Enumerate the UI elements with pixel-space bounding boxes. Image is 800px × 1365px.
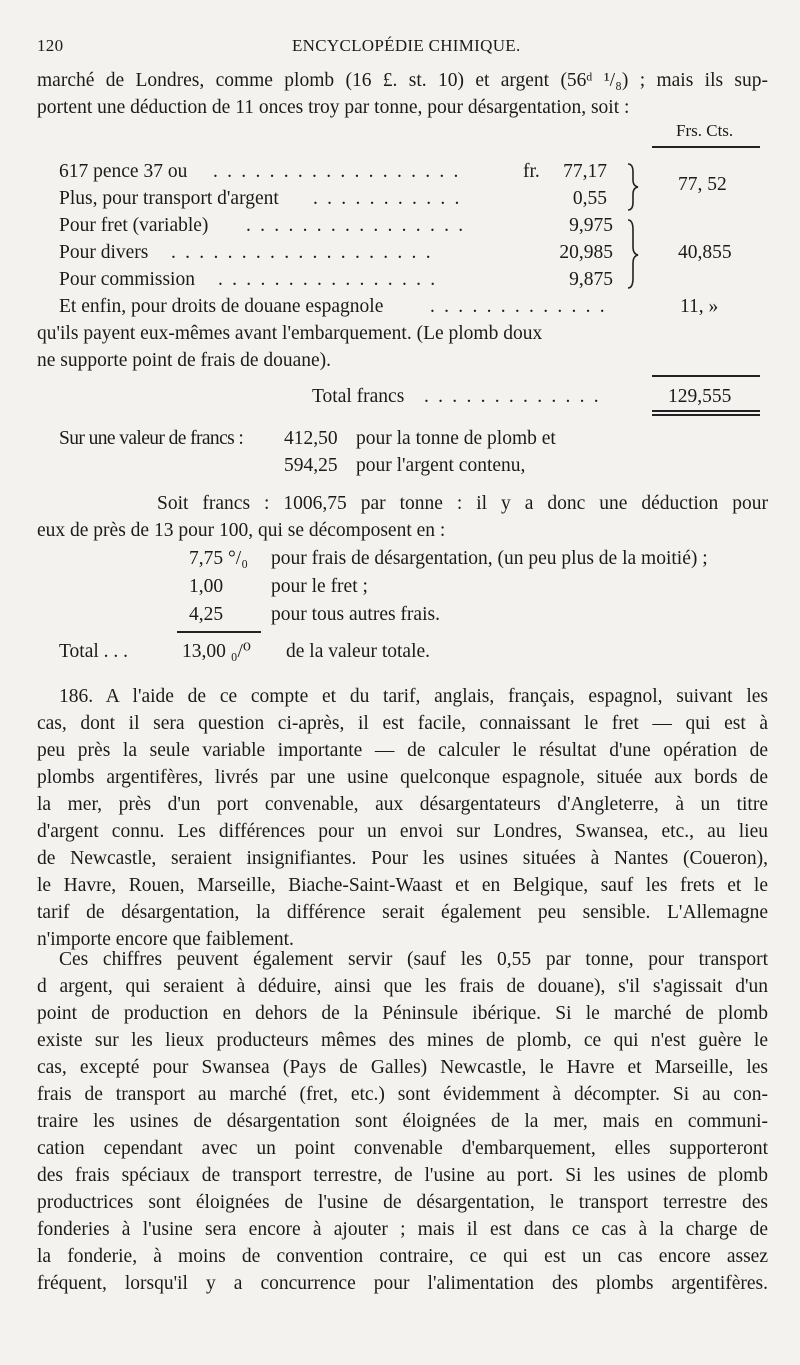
valeur-value-1: 412,50 — [284, 428, 338, 449]
customs-leader: . . . . . . . . . . . . . — [430, 296, 607, 317]
table-row-leader: . . . . . . . . . . . . . . . . . . . — [171, 242, 433, 263]
table-row-prefix: fr. — [523, 161, 540, 182]
breakdown-sum-rule — [177, 631, 261, 633]
paragraph-line: point de production en dehors de la Péninsule ibérique. Si le marché de plomb — [37, 1003, 768, 1024]
paragraph-line: fonderies à l'usine sera encore à ajouter ; mais il est dans ce cas à la charge de — [37, 1219, 768, 1240]
customs-note-line-2: ne supporte point de frais de douane). — [37, 350, 332, 371]
total-line-label: Total . . . — [59, 641, 129, 662]
soit-line-1: Soit francs : 1006,75 par tonne : il y a donc une déduction pour — [157, 493, 768, 514]
table-row-leader: . . . . . . . . . . . . . . . . . . — [213, 161, 461, 182]
total-top-rule — [652, 375, 760, 377]
table-row-value: 77,17 — [563, 161, 607, 182]
breakdown-text: pour frais de désargentation, (un peu plus de la moitié) ; — [271, 548, 708, 569]
paragraph-line: existe sur les lieux producteurs mêmes des mines de plomb, ce qui n'est guère le — [37, 1030, 768, 1051]
breakdown-value: 4,25 — [189, 604, 224, 625]
valeur-label: Sur une valeur de francs : — [59, 428, 244, 449]
paragraph-line: frais de transport au marché (fret, etc.) sont évidemment à décompter. Si au con- — [37, 1084, 768, 1105]
paragraph-line: cas, dont il sera question ci-après, il est facile, connaissant le fret — qui est à — [37, 713, 768, 734]
paragraph-line: des frais spéciaux de transport terrestre, de l'usine au port. Si les usines de plomb — [37, 1165, 768, 1186]
paragraph-line: la fonderie, à moins de convention contraire, ce qui est un cas encore assez — [37, 1246, 768, 1267]
page-number: 120 — [37, 36, 64, 55]
brace-group-1-icon — [624, 160, 644, 290]
paragraph-line: traire les usines de désargentation sont éloignées de la mer, mais en communi- — [37, 1111, 768, 1132]
customs-label: Et enfin, pour droits de douane espagnole — [59, 296, 384, 317]
column-header: Frs. Cts. — [676, 121, 734, 140]
breakdown-text: pour le fret ; — [271, 576, 368, 597]
running-title: ENCYCLOPÉDIE CHIMIQUE. — [292, 36, 521, 55]
valeur-text-1: pour la tonne de plomb et — [356, 428, 556, 449]
soit-paragraph — [157, 490, 768, 517]
customs-value: 11, » — [680, 296, 719, 317]
column-header-rule — [652, 146, 760, 148]
table-row-label: Plus, pour transport d'argent — [59, 188, 279, 209]
paragraph-line: de Newcastle, seraient insignifiantes. Pour les usines situées à Nantes (Coueron), — [37, 848, 768, 869]
table-row-leader: . . . . . . . . . . . . . . . . — [218, 269, 438, 290]
total-leader: . . . . . . . . . . . . . — [424, 386, 601, 407]
total-value: 129,555 — [668, 386, 732, 407]
intro-line-1: marché de Londres, comme plomb (16 £. st. 10) et argent (56ᵈ ¹/₈) ; mais ils sup- — [37, 70, 768, 91]
paragraph-line: peu près la seule variable importante — de calculer le résultat d'une opération de — [37, 740, 768, 761]
paragraph-line: n'importe encore que faiblement. — [37, 929, 294, 950]
total-line-text: de la valeur totale. — [286, 641, 431, 662]
paragraph-line: d argent, qui seraient à déduire, ainsi que les frais de douane), s'il s'agissait d'un — [37, 976, 768, 997]
table-row-label: 617 pence 37 ou — [59, 161, 188, 182]
total-double-rule-2 — [652, 414, 760, 416]
paragraph-ces-chiffres — [37, 946, 768, 1297]
paragraph-line: la mer, près d'un port convenable, aux désargentateurs d'Angleterre, à un titre — [37, 794, 768, 815]
breakdown-value: 1,00 — [189, 576, 224, 597]
table-row-label: Pour fret (variable) — [59, 215, 209, 236]
table-row-leader: . . . . . . . . . . . . . . . . — [246, 215, 466, 236]
group-1-total: 77, 52 — [678, 174, 727, 195]
paragraph-line: le Havre, Rouen, Marseille, Biache-Saint-Waast et en Belgique, sauf les frets et le — [37, 875, 768, 896]
paragraph-line: cas, excepté pour Swansea (Pays de Galles) Newcastle, le Havre et Marseille, les — [37, 1057, 768, 1078]
group-2-total: 40,855 — [678, 242, 732, 263]
table-row-value: 0,55 — [572, 188, 607, 209]
intro-paragraph — [37, 67, 768, 121]
total-line-value: 13,00 ₀/⁰ — [182, 641, 251, 662]
soit-line-2: eux de près de 13 pour 100, qui se décomposent en : — [37, 520, 446, 541]
paragraph-line: productrices sont éloignées de l'usine de désargentation, le transport terrestre des — [37, 1192, 768, 1213]
paragraph-line: 186. A l'aide de ce compte et du tarif, anglais, français, espagnol, suivant les — [59, 686, 768, 707]
paragraph-line: plombs argentifères, livrés par une usine quelconque espagnole, située aux bords de — [37, 767, 768, 788]
table-row-value: 9,975 — [569, 215, 613, 236]
paragraph-line: d'argent connu. Les différences pour un envoi sur Londres, Swansea, etc., au lieu — [37, 821, 768, 842]
paragraph-line: Ces chiffres peuvent également servir (sauf les 0,55 par tonne, pour transport — [59, 949, 768, 970]
paragraph-line: tarif de désargentation, la différence serait également peu sensible. L'Allemagne — [37, 902, 768, 923]
table-row-label: Pour commission — [59, 269, 195, 290]
paragraph-line: fréquent, lorsqu'il y a concurrence pour l'alimentation des plombs argentifères. — [37, 1273, 768, 1294]
paragraph-186 — [37, 683, 768, 953]
paragraph-line: cation cependant avec un point convenable d'embarquement, elles supporteront — [37, 1138, 768, 1159]
customs-note-line-1: qu'ils payent eux-mêmes avant l'embarquement. (Le plomb doux — [37, 323, 543, 344]
table-row-value: 9,875 — [569, 269, 613, 290]
valeur-text-2: pour l'argent contenu, — [356, 455, 526, 476]
table-row-label: Pour divers — [59, 242, 149, 263]
breakdown-text: pour tous autres frais. — [271, 604, 440, 625]
table-row-leader: . . . . . . . . . . . — [313, 188, 462, 209]
total-double-rule-1 — [652, 410, 760, 412]
total-label: Total francs — [312, 386, 405, 407]
intro-line-2: portent une déduction de 11 onces troy par tonne, pour désargentation, soit : — [37, 97, 630, 118]
valeur-value-2: 594,25 — [284, 455, 338, 476]
breakdown-value: 7,75 °/₀ — [189, 548, 249, 569]
table-row-value: 20,985 — [559, 242, 613, 263]
